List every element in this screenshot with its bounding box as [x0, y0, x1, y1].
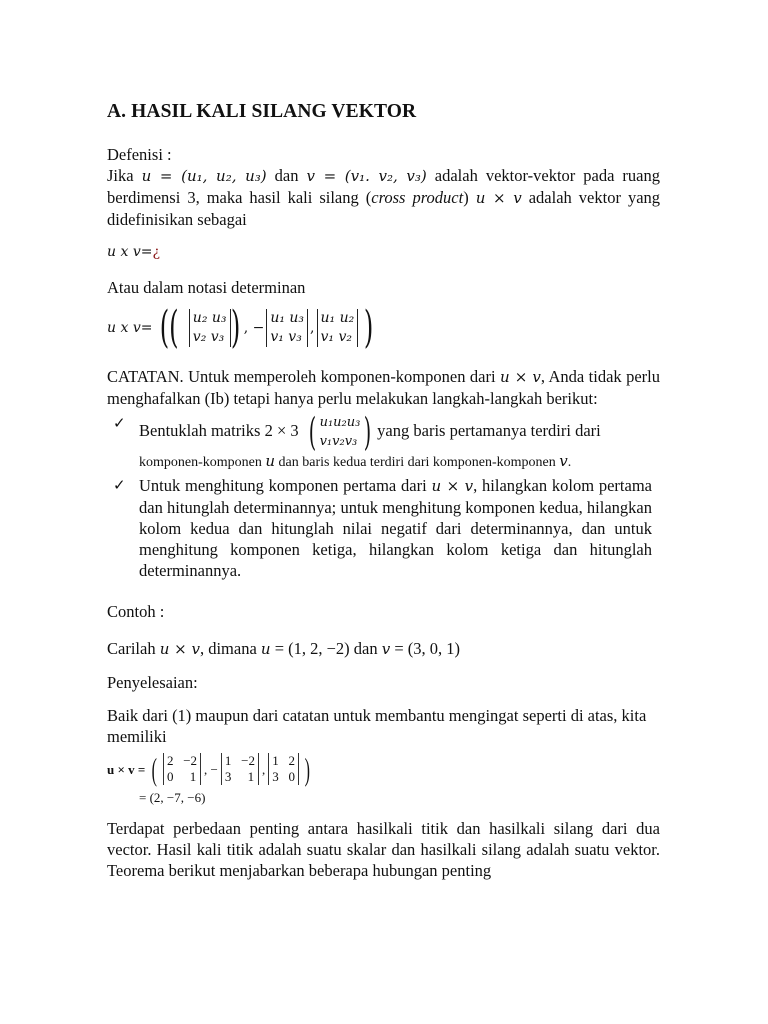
determinant-1: 2 −2 0 1	[163, 753, 201, 785]
document-page	[107, 100, 660, 881]
checkmark-icon: ✓	[113, 414, 126, 432]
v-definition: v = (v₁. v₂, v₃)	[306, 167, 427, 185]
u-definition: u = (u₁, u₂, u₃)	[141, 167, 267, 185]
penyelesaian-label: Penyelesaian:	[107, 673, 198, 692]
determinant-1: u₂ u₃ v₂ v₃	[189, 309, 231, 347]
definition-label: Defenisi :	[107, 145, 172, 164]
determinant-intro: Atau dalam notasi determinan	[107, 278, 306, 297]
example-formula: u × v = ( 2 −2 0 1 , − 1 −2 3 1 , 1 2 3 0 ) = (2, −7, −6)	[107, 753, 660, 808]
formula-cross-product-broken: u x v= ¿	[107, 244, 160, 260]
determinant-3: 1 2 3 0	[268, 753, 299, 785]
section-heading: A. HASIL KALI SILANG VEKTOR	[107, 101, 417, 122]
contoh-label: Contoh :	[107, 602, 165, 621]
closing-paragraph: Terdapat perbedaan penting antara hasilkali titik dan hasilkali silang dari dua vector. Hasil kali titik adalah suatu skalar dan hasilkali silang adalah suatu vektor. Teorema berikut menjabarkan beberapa hubungan penting	[107, 819, 660, 880]
example-result: = (2, −7, −6)	[139, 790, 206, 805]
definition-paragraph: Jika u = (u₁, u₂, u₃) dan v = (v₁. v₂, v₃) adalah vektor-vektor pada ruang berdimensi 3, maka hasil kali silang (cross product) u × v adalah vektor yang didefinisikan sebagai	[107, 166, 661, 229]
formula-determinant-notation: u x v= (( u₂ u₃ v₂ v₃ ) , − u₁ u₃ v₁ v₃ , u₁ u₂ v₁ v₂ )	[107, 302, 374, 353]
determinant-3: u₁ u₂ v₁ v₂	[317, 309, 359, 347]
cross-product-term: cross product	[371, 188, 464, 207]
determinant-2: u₁ u₃ v₁ v₃	[266, 309, 308, 347]
list-item: ✓ Bentuklah matriks 2 × 3 ( u₁u₂u₃ v₁v₂v₃ ) yang baris pertamanya terdiri dari komponen-komponen u dan baris kedua terdiri dari komponen-komponen v.	[113, 410, 601, 470]
determinant-2: 1 −2 3 1	[221, 753, 259, 785]
matrix-2x3: ( u₁u₂u₃ v₁v₂v₃ )	[308, 410, 372, 454]
solution-intro: Baik dari (1) maupun dari catatan untuk membantu mengingat seperti di atas, kita memiliki	[107, 706, 647, 746]
problem-statement: Carilah u × v, dimana u = (1, 2, −2) dan v = (3, 0, 1)	[107, 639, 461, 658]
list-item: ✓ Untuk menghitung komponen pertama dari u × v, hilangkan kolom pertama dan hitunglah determinannya; untuk menghitung komponen kedua, hilangkan kolom kedua dan hitunglah nilai negatif dari determinannya, dan untuk menghitung komponen ketiga, hilangkan kolom ketiga dan hitunglah determinannya.	[113, 476, 652, 580]
steps-list	[107, 410, 660, 581]
catatan-paragraph: CATATAN. Untuk memperoleh komponen-komponen dari u × v, Anda tidak perlu menghafalkan (Ib) tetapi hanya perlu melakukan langkah-langkah berikut:	[107, 367, 660, 408]
checkmark-icon: ✓	[113, 476, 126, 494]
